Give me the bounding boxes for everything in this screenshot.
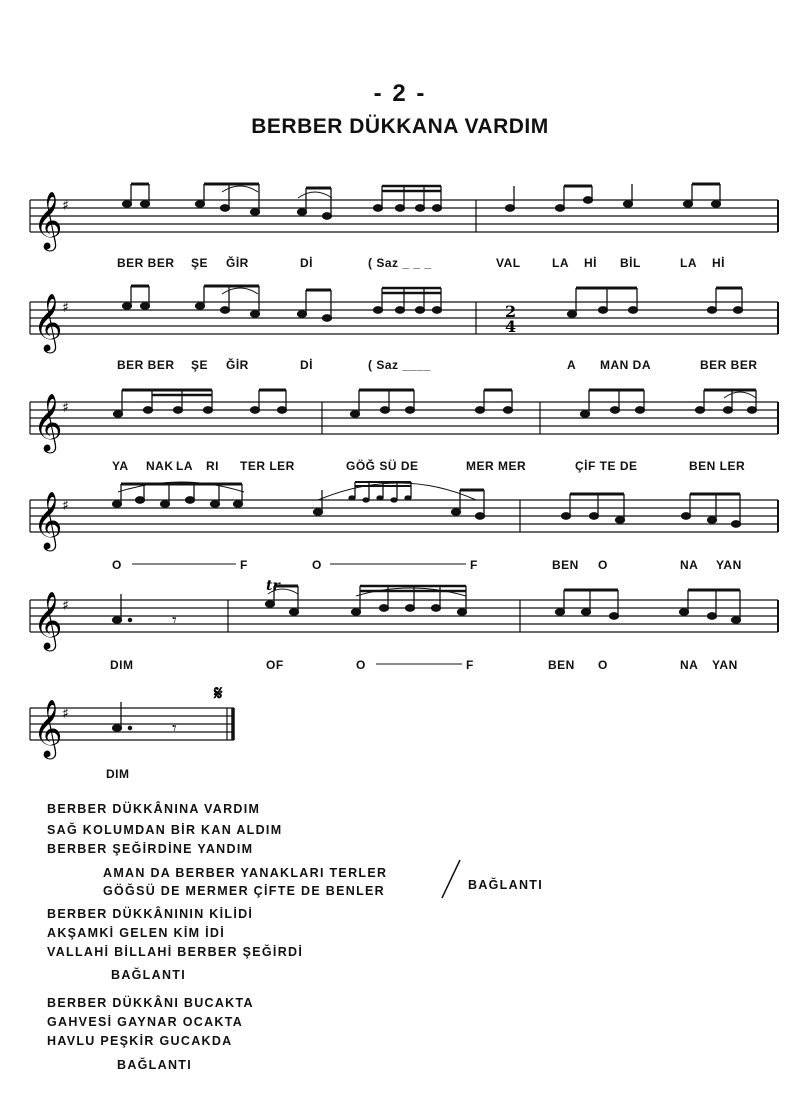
sharp-icon: ♯ [62, 598, 69, 614]
lyric-syllable: MAN DA [600, 358, 651, 372]
time-signature-numerator: 2 [505, 302, 517, 321]
notes [123, 184, 721, 219]
lyric-syllable: MER MER [466, 459, 527, 473]
treble-clef-icon: 𝄞 [33, 699, 63, 757]
lyric-syllable: BER BER [117, 256, 175, 270]
verse-line: AKŞAMKİ GELEN KİM İDİ [47, 926, 225, 940]
lyric-syllable: BER BER [700, 358, 758, 372]
music-staff-3 [0, 382, 800, 462]
lyrics-staff-2 [0, 358, 800, 378]
svg-text:𝄾: 𝄾 [172, 610, 177, 631]
music-staff-5 [0, 580, 800, 660]
lyric-syllable: YAN [716, 558, 742, 572]
music-staff-4 [0, 480, 800, 560]
lyric-syllable: ĞİR [226, 358, 249, 372]
lyric-syllable: GÖĞ SÜ DE [346, 459, 419, 473]
segno-sign: 𝄋 [214, 681, 223, 705]
lyric-syllable: ( Saz _ _ _ [368, 256, 432, 270]
treble-clef-icon: 𝄞 [33, 393, 63, 451]
lyric-syllable: O [356, 658, 366, 672]
lyric-syllable: OF [266, 658, 284, 672]
lyrics-staff-5 [0, 658, 800, 678]
lyric-syllable: NA [680, 558, 699, 572]
lyric-syllable: Hİ [584, 256, 597, 270]
sharp-icon: ♯ [62, 198, 69, 214]
lyric-syllable: BEN LER [689, 459, 746, 473]
verse-line: GÖĞSÜ DE MERMER ÇİFTE DE BENLER [103, 884, 385, 898]
verse-line: GAHVESİ GAYNAR OCAKTA [47, 1015, 244, 1029]
verse-line: BERBER DÜKKÂNININ KİLİDİ [47, 907, 254, 921]
treble-clef-icon: 𝄞 [33, 591, 63, 649]
verse-line: HAVLU PEŞKİR GUCAKDA [47, 1034, 233, 1048]
treble-clef-icon: 𝄞 [33, 191, 63, 249]
lyric-syllable: ŞE [191, 256, 209, 270]
music-staff-6 [0, 681, 800, 768]
lyric-syllable: YAN [712, 658, 738, 672]
lyric-syllable: TER LER [240, 459, 295, 473]
lyric-syllable: LA [552, 256, 569, 270]
verse-line: BERBER DÜKKÂNINA VARDIM [47, 802, 261, 816]
verse-line: BERBER ŞEĞİRDİNE YANDIM [47, 842, 254, 856]
time-signature-denominator: 4 [505, 317, 517, 336]
lyrics-staff-1 [0, 256, 800, 276]
lyric-syllable: BEN [552, 558, 579, 572]
lyric-syllable: O [112, 558, 122, 572]
lyric-syllable: DIM [110, 658, 134, 672]
lyric-syllable: YA [112, 459, 129, 473]
refrain-label: BAĞLANTI [468, 878, 543, 892]
verse-line: AMAN DA BERBER YANAKLARI TERLER [103, 866, 388, 880]
verse-line: VALLAHİ BİLLAHİ BERBER ŞEĞİRDİ [47, 945, 304, 959]
lyric-syllable: BEN [548, 658, 575, 672]
lyric-syllable: ÇİF TE DE [575, 459, 638, 473]
sharp-icon: ♯ [62, 498, 69, 514]
trill-ornament: tr [266, 578, 280, 594]
music-staff-2 [0, 282, 800, 362]
lyric-syllable: Hİ [712, 256, 725, 270]
verse-line: BERBER DÜKKÂNI BUCAKTA [47, 996, 254, 1010]
lyric-syllable: ŞE [191, 358, 209, 372]
song-title: BERBER DÜKKANA VARDIM [251, 115, 549, 138]
lyric-syllable: DIM [106, 767, 130, 781]
lyrics-staff-6 [0, 767, 800, 787]
lyrics-staff-3 [0, 459, 800, 479]
refrain-slash [438, 858, 464, 900]
lyric-syllable: BİL [620, 256, 641, 270]
lyric-syllable: ( Saz ____ [368, 358, 432, 372]
lyric-syllable: ĞİR [226, 256, 249, 270]
treble-clef-icon: 𝄞 [33, 491, 63, 549]
lyric-syllable: NAK [146, 459, 174, 473]
lyric-syllable: VAL [496, 256, 521, 270]
lyric-syllable: LA [680, 256, 697, 270]
page-number: - 2 - [373, 80, 427, 107]
sharp-icon: ♯ [62, 400, 69, 416]
lyric-syllable: A [567, 358, 577, 372]
lyric-syllable: O [598, 558, 608, 572]
sharp-icon: ♯ [62, 300, 69, 316]
lyric-syllable: RI [206, 459, 219, 473]
lyric-syllable: F [470, 558, 478, 572]
lyric-syllable: BER BER [117, 358, 175, 372]
lyric-syllable: F [240, 558, 248, 572]
svg-text:𝄾: 𝄾 [172, 718, 177, 739]
lyric-syllable: Dİ [300, 358, 313, 372]
refrain-label: BAĞLANTI [111, 968, 186, 982]
lyric-syllable: NA [680, 658, 699, 672]
lyric-syllable: O [312, 558, 322, 572]
notes [114, 390, 757, 417]
lyric-syllable: F [466, 658, 474, 672]
music-staff-1 [0, 180, 800, 260]
lyric-syllable: Dİ [300, 256, 313, 270]
lyrics-staff-4 [0, 558, 800, 578]
notes [113, 482, 741, 527]
notes [123, 286, 743, 321]
verse-line: SAĞ KOLUMDAN BİR KAN ALDIM [47, 823, 283, 837]
refrain-label: BAĞLANTI [117, 1058, 192, 1072]
lyric-syllable: O [598, 658, 608, 672]
treble-clef-icon: 𝄞 [33, 293, 63, 351]
sharp-icon: ♯ [62, 706, 69, 722]
lyric-syllable: LA [176, 459, 193, 473]
